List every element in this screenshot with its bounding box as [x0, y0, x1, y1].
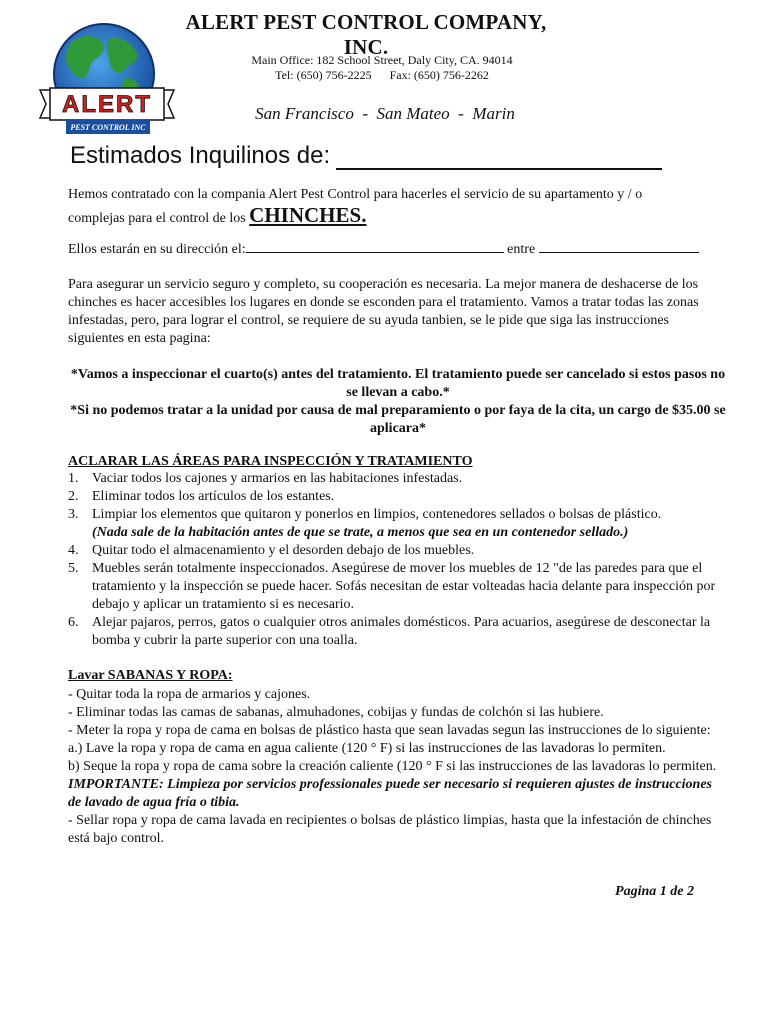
cooperation-paragraph: Para asegurar un servicio seguro y completo, su cooperación es necesaria. La mejor manera de deshacerse de los chinches es hacer accesibles los lugares en donde se esconden para el tratamiento. Vamos a tratar todas las zonas infestadas, pero, para lograr el control, se requiere de su ayuda tanbien, se le pide que siga las instrucciones siguientes en esta pagina: — [68, 277, 699, 346]
phone-fax — [222, 68, 542, 83]
logo-subtext: PEST CONTROL INC — [70, 123, 146, 132]
clear-steps-list — [68, 470, 728, 650]
wash-instructions — [68, 686, 728, 848]
page-number: Pagina 1 de 2 — [615, 884, 694, 899]
clear-section-title: ACLARAR LAS ÁREAS PARA INSPECCIÓN Y TRATAMIENTO — [68, 454, 473, 469]
list-item: 6. Alejar pajaros, perros, gatos o cualquier otros animales domésticos. Para acuarios, asegúrese de desconectar la bomba y cubrir la parte superior con una toalla. — [68, 615, 711, 648]
service-regions: San Francisco - San Mateo - Marin — [255, 104, 515, 123]
list-item: 4. Quitar todo el almacenamiento y el desorden debajo de los muebles. — [68, 543, 475, 558]
list-item: 3. Limpiar los elementos que quitaron y ponerlos en limpios, contenedores sellados o bolsas de plástico. (Nada sale de la habitación antes de que se trate, a menos que sea en un contenedor sellado.) — [68, 507, 662, 540]
office-info — [222, 53, 542, 83]
tenant-name-blank[interactable] — [336, 146, 662, 170]
intro-line-2-prefix: complejas para el control de los — [68, 211, 246, 226]
sealed-container-note: (Nada sale de la habitación antes de que se trate, a menos que sea en un contenedor sellado.) — [92, 525, 629, 540]
list-item: 5. Muebles serán totalmente inspeccionados. Asegúrese de mover los muebles de 12 "de las paredes para que el tratamiento y la inspección se puede hacer. Sofás necesitan de estar volteadas hacia delante para inspección por debajo y aplicar un tratamiento si es necesario. — [68, 561, 716, 612]
pest-name: CHINCHES. — [249, 203, 367, 227]
time-blank[interactable] — [539, 238, 699, 253]
date-blank[interactable] — [246, 238, 504, 253]
intro-line-2 — [68, 203, 728, 228]
between-label: entre — [507, 242, 536, 257]
wash-line: - Eliminar todas las camas de sabanas, almuhadones, cobijas y fundas de colchón si las hubiere. — [68, 705, 604, 720]
office-address: Main Office: 182 School Street, Daly City, CA. 94014 — [251, 53, 513, 67]
appointment-line — [68, 238, 728, 259]
phone: Tel: (650) 756-2225 — [275, 68, 372, 82]
wash-line: - Meter la ropa y ropa de cama en bolsas de plástico hasta que sean lavadas segun las instrucciones de lo siguiente: — [68, 723, 711, 738]
wash-line: - Quitar toda la ropa de armarios y cajones. — [68, 687, 311, 702]
wash-line: a.) Lave la ropa y ropa de cama en agua caliente (120 ° F) si las instrucciones de las lavadoras lo permiten. — [68, 741, 666, 756]
wash-line: b) Seque la ropa y ropa de cama sobre la creación caliente (120 ° F si las instrucciones de las lavadoras lo permiten. — [68, 759, 717, 774]
list-item: 1. Vaciar todos los cajones y armarios en las habitaciones infestadas. — [68, 471, 463, 486]
company-logo — [38, 20, 176, 138]
greeting-text: Estimados Inquilinos de: — [70, 142, 331, 169]
list-item: 2. Eliminar todos los artículos de los estantes. — [68, 489, 335, 504]
important-note: IMPORTANTE: Limpieza por servicios professionales puede ser necesario si requieren ajustes de instrucciones de lavado de agua fría o tibia. — [68, 777, 712, 810]
warning-charge: *Si no podemos tratar a la unidad por causa de mal preparamiento o por faya de la cita, un cargo de $35.00 se aplicara* — [70, 403, 726, 436]
warning-inspection: *Vamos a inspeccionar el cuarto(s) antes del tratamiento. El tratamiento puede ser cancelado si estos pasos no se llevan a cabo.* — [70, 367, 726, 400]
wash-section-title: Lavar SABANAS Y ROPA: — [68, 668, 233, 683]
address-label: Ellos estarán en su dirección el: — [68, 242, 246, 257]
company-name: ALERT PEST CONTROL COMPANY, INC. — [185, 10, 547, 59]
greeting-line — [70, 142, 662, 170]
intro-line-1: Hemos contratado con la compania Alert Pest Control para hacerles el servicio de su apartamento y / o — [68, 187, 643, 202]
fax: Fax: (650) 756-2262 — [389, 68, 489, 82]
wash-line: - Sellar ropa y ropa de cama lavada en recipientes o bolsas de plástico limpias, hasta que la infestación de chinches está bajo control. — [68, 813, 712, 846]
logo-text: ALERT — [62, 91, 152, 118]
